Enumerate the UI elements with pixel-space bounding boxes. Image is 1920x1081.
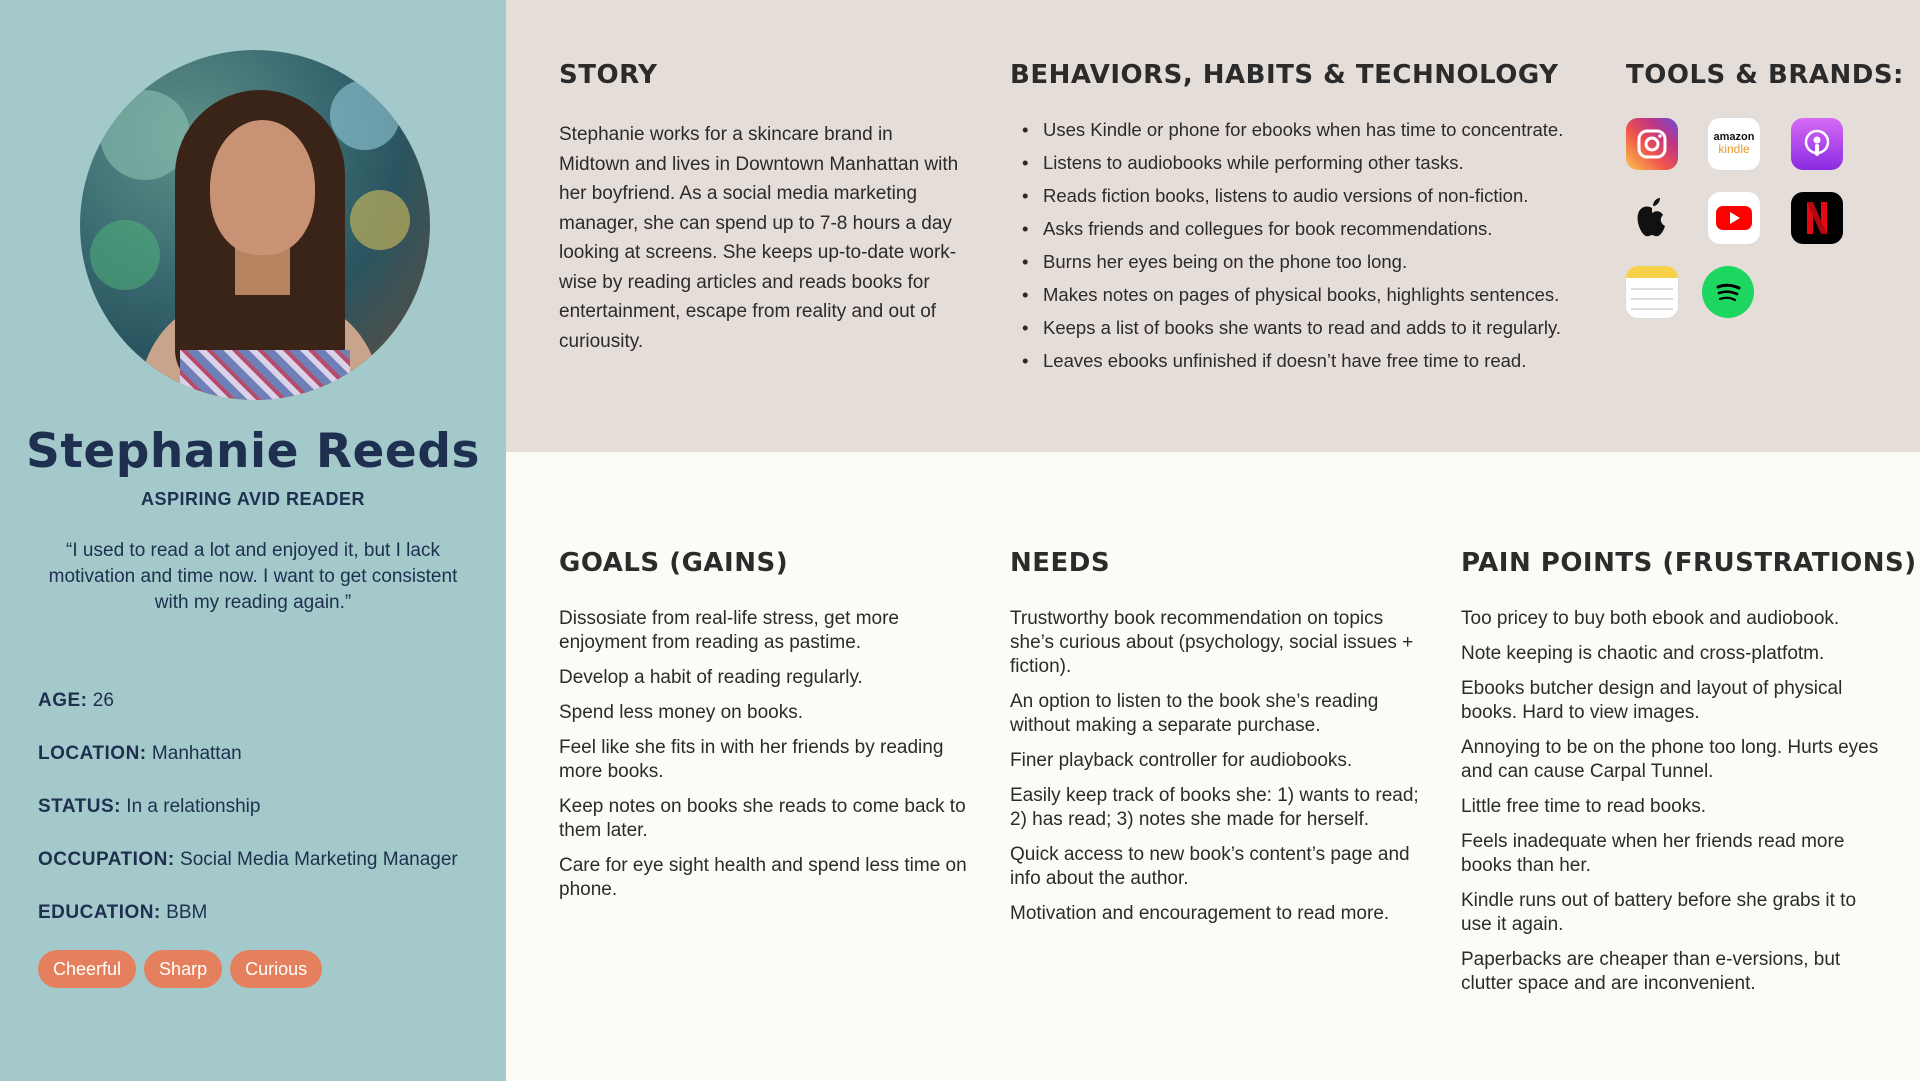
youtube-icon	[1708, 192, 1760, 244]
list-item: Spend less money on books.	[559, 702, 803, 723]
fact-label: LOCATION:	[38, 743, 147, 764]
fact-label: EDUCATION:	[38, 902, 161, 923]
story-text: Stephanie works for a skincare brand in Midtown and lives in Downtown Manhattan with her boyfriend. As a social media marketing manager, she can spend up to 7-8 hours a day looking at screens. She keeps up-to-date work-wise by reading articles and reads books for entertainment, escape from reality and out of curiousity.	[559, 124, 959, 352]
trait-chip: Cheerful	[38, 950, 136, 988]
avatar-dress	[180, 350, 350, 400]
list-item: • Asks friends and collegues for book recommendations.	[1020, 216, 1580, 249]
fact-education	[38, 902, 498, 955]
persona-role: ASPIRING AVID READER	[140, 489, 366, 509]
list-item: • Makes notes on pages of physical books, highlights sentences.	[1020, 282, 1580, 315]
list-item: • Burns her eyes being on the phone too long.	[1020, 249, 1580, 282]
notes-line	[1631, 298, 1673, 300]
notes-icon	[1626, 266, 1678, 318]
notes-header	[1626, 266, 1678, 278]
list-item: Ebooks butcher design and layout of physical books. Hard to view images.	[1461, 678, 1843, 723]
list-item: Note keeping is chaotic and cross-platfotm.	[1461, 643, 1825, 664]
persona-sidebar	[0, 0, 506, 1081]
fact-label: AGE:	[38, 690, 88, 711]
persona-name: Stephanie Reeds	[26, 424, 480, 479]
list-item: Annoying to be on the phone too long. Hurts eyes and can cause Carpal Tunnel.	[1461, 737, 1879, 782]
background-bokeh	[350, 190, 410, 250]
fact-value: Manhattan	[151, 743, 242, 764]
list-item: Paperbacks are cheaper than e-versions, but clutter space and are inconvenient.	[1461, 949, 1841, 994]
fact-status	[38, 796, 498, 849]
behaviors-title: BEHAVIORS, HABITS & TECHNOLOGY	[1010, 60, 1559, 90]
list-item: Little free time to read books.	[1461, 796, 1707, 817]
list-item: Care for eye sight health and spend less time on phone.	[559, 855, 967, 900]
fact-label: OCCUPATION:	[38, 849, 175, 870]
netflix-icon	[1791, 192, 1843, 244]
list-item: Trustworthy book recommendation on topics she’s curious about (psychology, social issues + fiction).	[1010, 608, 1414, 677]
amazon-kindle-icon	[1708, 118, 1760, 170]
fact-value: 26	[92, 690, 114, 711]
persona-quote: “I used to read a lot and enjoyed it, but I lack motivation and time now. I want to get consistent with my reading again.”	[48, 540, 458, 613]
tools-grid	[1626, 118, 1866, 338]
story-title: STORY	[559, 60, 658, 90]
list-item: Motivation and encouragement to read more.	[1010, 903, 1390, 924]
list-item: Feel like she fits in with her friends by reading more books.	[559, 737, 944, 782]
trait-chip: Sharp	[144, 950, 222, 988]
apple-podcasts-icon	[1791, 118, 1843, 170]
kindle-product-text: kindle	[1718, 142, 1750, 156]
needs-title: NEEDS	[1010, 548, 1111, 578]
list-item: Finer playback controller for audiobooks.	[1010, 750, 1353, 771]
list-item: Too pricey to buy both ebook and audiobook.	[1461, 608, 1840, 629]
list-item: Feels inadequate when her friends read more books than her.	[1461, 831, 1845, 876]
goals-list	[559, 607, 979, 913]
fact-value: In a relationship	[126, 796, 261, 817]
list-item: An option to listen to the book she’s reading without making a separate purchase.	[1010, 691, 1379, 736]
list-item: Quick access to new book’s content’s page and info about the author.	[1010, 844, 1410, 889]
goals-title: GOALS (GAINS)	[559, 548, 789, 578]
fact-age	[38, 690, 498, 743]
instagram-icon	[1626, 118, 1678, 170]
background-bokeh	[330, 80, 400, 150]
persona-facts	[38, 690, 498, 955]
tools-title: TOOLS & BRANDS:	[1626, 60, 1904, 90]
notes-line	[1631, 288, 1673, 290]
list-item: • Keeps a list of books she wants to read and adds to it regularly.	[1020, 315, 1580, 348]
list-item: Develop a habit of reading regularly.	[559, 667, 863, 688]
behaviors-list	[1020, 117, 1580, 381]
list-item: Easily keep track of books she: 1) wants to read; 2) has read; 3) notes she made for herself.	[1010, 785, 1419, 830]
avatar-face	[210, 120, 315, 255]
fact-value: BBM	[166, 902, 208, 923]
apple-icon	[1626, 192, 1678, 244]
list-item: • Leaves ebooks unfinished if doesn’t have free time to read.	[1020, 348, 1580, 381]
notes-line	[1631, 308, 1673, 310]
background-bokeh	[90, 220, 160, 290]
fact-value: Social Media Marketing Manager	[180, 849, 458, 870]
list-item: Keep notes on books she reads to come back to them later.	[559, 796, 966, 841]
persona-traits	[38, 950, 322, 988]
kindle-brand-text: amazon	[1713, 131, 1755, 143]
fact-location	[38, 743, 498, 796]
list-item: • Reads fiction books, listens to audio versions of non-fiction.	[1020, 183, 1580, 216]
pain-points-title: PAIN POINTS (FRUSTRATIONS)	[1461, 548, 1917, 578]
trait-chip: Curious	[230, 950, 322, 988]
list-item: • Uses Kindle or phone for ebooks when has time to concentrate.	[1020, 117, 1580, 150]
needs-list	[1010, 607, 1430, 937]
spotify-icon	[1702, 266, 1754, 318]
fact-label: STATUS:	[38, 796, 122, 817]
list-item: Kindle runs out of battery before she grabs it to use it again.	[1461, 890, 1857, 935]
list-item: • Listens to audiobooks while performing other tasks.	[1020, 150, 1580, 183]
fact-occupation	[38, 849, 498, 902]
pain-points-list	[1461, 607, 1881, 1007]
avatar	[80, 50, 430, 400]
list-item: Dissosiate from real-life stress, get more enjoyment from reading as pastime.	[559, 608, 899, 653]
